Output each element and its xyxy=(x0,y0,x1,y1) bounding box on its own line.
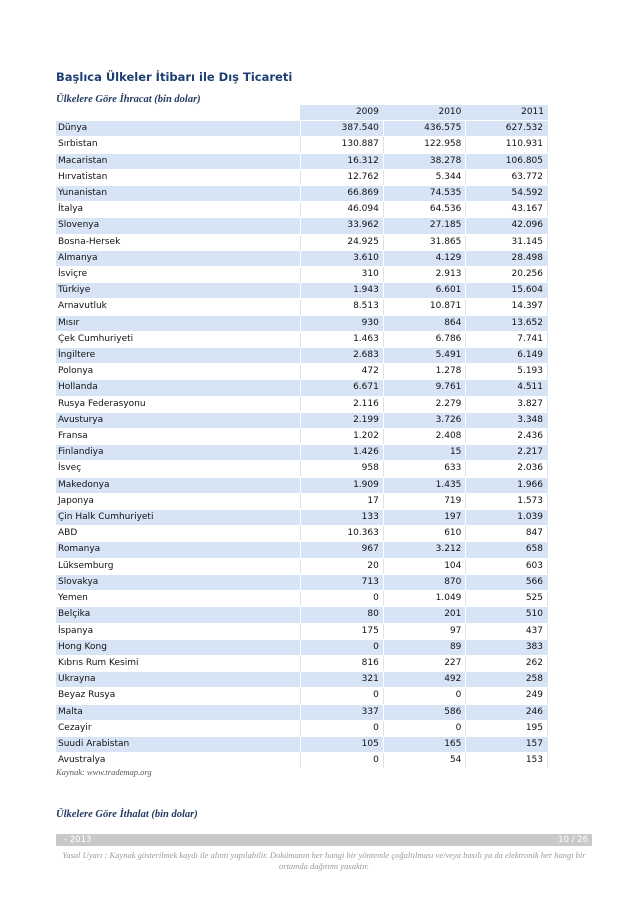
value-cell-2009: 80 xyxy=(300,607,383,622)
export-section-title: Ülkelere Göre İhracat (bin dolar) xyxy=(56,94,201,105)
country-cell: Makedonya xyxy=(56,478,300,493)
value-cell-2010: 122.958 xyxy=(383,137,466,152)
export-table-body xyxy=(56,121,548,768)
value-cell-2011: 1.573 xyxy=(465,494,548,509)
value-cell-2009: 12.762 xyxy=(300,170,383,185)
country-cell: Rusya Federasyonu xyxy=(56,397,300,412)
value-cell-2010: 719 xyxy=(383,494,466,509)
value-cell-2011: 28.498 xyxy=(465,251,548,266)
country-cell: İngiltere xyxy=(56,348,300,363)
value-cell-2010: 6.786 xyxy=(383,332,466,347)
table-row xyxy=(56,478,548,493)
country-cell: Ukrayna xyxy=(56,672,300,687)
country-cell: Kıbrıs Rum Kesimi xyxy=(56,656,300,671)
value-cell-2009: 0 xyxy=(300,640,383,655)
value-cell-2010: 870 xyxy=(383,575,466,590)
export-table xyxy=(56,104,548,769)
country-cell: Finlandiya xyxy=(56,445,300,460)
value-cell-2011: 6.149 xyxy=(465,348,548,363)
table-row xyxy=(56,591,548,606)
value-cell-2010: 0 xyxy=(383,721,466,736)
value-cell-2009: 2.199 xyxy=(300,413,383,428)
value-cell-2009: 310 xyxy=(300,267,383,282)
country-cell: İspanya xyxy=(56,624,300,639)
header-blank-cell xyxy=(56,105,300,120)
country-cell: Türkiye xyxy=(56,283,300,298)
table-row xyxy=(56,461,548,476)
value-cell-2009: 387.540 xyxy=(300,121,383,136)
value-cell-2010: 197 xyxy=(383,510,466,525)
table-header-row xyxy=(56,105,548,120)
value-cell-2009: 2.116 xyxy=(300,397,383,412)
table-row xyxy=(56,332,548,347)
value-cell-2010: 227 xyxy=(383,656,466,671)
country-cell: Slovakya xyxy=(56,575,300,590)
value-cell-2010: 4.129 xyxy=(383,251,466,266)
value-cell-2010: 6.601 xyxy=(383,283,466,298)
value-cell-2010: 0 xyxy=(383,688,466,703)
country-cell: Hollanda xyxy=(56,380,300,395)
value-cell-2010: 54 xyxy=(383,753,466,768)
value-cell-2010: 74.535 xyxy=(383,186,466,201)
value-cell-2011: 658 xyxy=(465,542,548,557)
country-cell: Malta xyxy=(56,705,300,720)
country-cell: Sırbistan xyxy=(56,137,300,152)
legal-disclaimer: Yasal Uyarı : Kaynak gösterilmek kaydı ile alıntı yapılabilir. Dokümanın her hangi bir yöntemle çoğaltılması ve/veya basılı ya da elektronik her hangi bir ortamda dağıtımı yasaktır. xyxy=(62,850,586,871)
table-row xyxy=(56,688,548,703)
table-row xyxy=(56,251,548,266)
value-cell-2009: 1.463 xyxy=(300,332,383,347)
table-row xyxy=(56,316,548,331)
table-row xyxy=(56,186,548,201)
value-cell-2009: 17 xyxy=(300,494,383,509)
value-cell-2011: 15.604 xyxy=(465,283,548,298)
table-row xyxy=(56,218,548,233)
value-cell-2011: 110.931 xyxy=(465,137,548,152)
table-row xyxy=(56,413,548,428)
country-cell: Belçika xyxy=(56,607,300,622)
table-row xyxy=(56,283,548,298)
value-cell-2010: 436.575 xyxy=(383,121,466,136)
value-cell-2011: 525 xyxy=(465,591,548,606)
table-row xyxy=(56,170,548,185)
country-cell: İsviçre xyxy=(56,267,300,282)
value-cell-2010: 2.408 xyxy=(383,429,466,444)
column-header-2011: 2011 xyxy=(465,105,548,120)
country-cell: Hırvatistan xyxy=(56,170,300,185)
country-cell: Macaristan xyxy=(56,154,300,169)
value-cell-2011: 43.167 xyxy=(465,202,548,217)
value-cell-2010: 586 xyxy=(383,705,466,720)
value-cell-2010: 165 xyxy=(383,737,466,752)
table-row xyxy=(56,721,548,736)
table-row xyxy=(56,397,548,412)
country-cell: Romanya xyxy=(56,542,300,557)
value-cell-2009: 2.683 xyxy=(300,348,383,363)
value-cell-2009: 175 xyxy=(300,624,383,639)
country-cell: Yunanistan xyxy=(56,186,300,201)
value-cell-2010: 104 xyxy=(383,559,466,574)
value-cell-2010: 610 xyxy=(383,526,466,541)
country-cell: Beyaz Rusya xyxy=(56,688,300,703)
value-cell-2011: 54.592 xyxy=(465,186,548,201)
value-cell-2011: 2.036 xyxy=(465,461,548,476)
column-header-2009: 2009 xyxy=(300,105,383,120)
value-cell-2009: 6.671 xyxy=(300,380,383,395)
table-row xyxy=(56,494,548,509)
value-cell-2009: 105 xyxy=(300,737,383,752)
value-cell-2009: 930 xyxy=(300,316,383,331)
table-row xyxy=(56,510,548,525)
value-cell-2009: 130.887 xyxy=(300,137,383,152)
country-cell: İsveç xyxy=(56,461,300,476)
value-cell-2010: 15 xyxy=(383,445,466,460)
footer-year: - 2013 xyxy=(64,835,92,845)
value-cell-2009: 24.925 xyxy=(300,235,383,250)
country-cell: Cezayir xyxy=(56,721,300,736)
value-cell-2009: 337 xyxy=(300,705,383,720)
value-cell-2011: 246 xyxy=(465,705,548,720)
value-cell-2011: 566 xyxy=(465,575,548,590)
value-cell-2010: 97 xyxy=(383,624,466,639)
country-cell: Japonya xyxy=(56,494,300,509)
table-row xyxy=(56,154,548,169)
table-row xyxy=(56,267,548,282)
value-cell-2009: 713 xyxy=(300,575,383,590)
value-cell-2011: 5.193 xyxy=(465,364,548,379)
value-cell-2009: 0 xyxy=(300,688,383,703)
value-cell-2009: 46.094 xyxy=(300,202,383,217)
value-cell-2009: 8.513 xyxy=(300,299,383,314)
country-cell: Almanya xyxy=(56,251,300,266)
table-row xyxy=(56,348,548,363)
country-cell: Çek Cumhuriyeti xyxy=(56,332,300,347)
country-cell: Arnavutluk xyxy=(56,299,300,314)
value-cell-2011: 195 xyxy=(465,721,548,736)
value-cell-2009: 0 xyxy=(300,753,383,768)
country-cell: Suudi Arabistan xyxy=(56,737,300,752)
value-cell-2011: 262 xyxy=(465,656,548,671)
country-cell: Mısır xyxy=(56,316,300,331)
value-cell-2010: 1.049 xyxy=(383,591,466,606)
country-cell: Polonya xyxy=(56,364,300,379)
country-cell: Hong Kong xyxy=(56,640,300,655)
table-row xyxy=(56,624,548,639)
value-cell-2011: 3.348 xyxy=(465,413,548,428)
value-cell-2010: 5.344 xyxy=(383,170,466,185)
table-row xyxy=(56,202,548,217)
country-cell: Bosna-Hersek xyxy=(56,235,300,250)
value-cell-2011: 1.966 xyxy=(465,478,548,493)
table-row xyxy=(56,607,548,622)
value-cell-2011: 13.652 xyxy=(465,316,548,331)
value-cell-2009: 66.869 xyxy=(300,186,383,201)
table-row xyxy=(56,705,548,720)
value-cell-2010: 1.435 xyxy=(383,478,466,493)
value-cell-2010: 2.913 xyxy=(383,267,466,282)
table-row xyxy=(56,542,548,557)
value-cell-2010: 10.871 xyxy=(383,299,466,314)
value-cell-2010: 633 xyxy=(383,461,466,476)
value-cell-2009: 0 xyxy=(300,591,383,606)
value-cell-2009: 16.312 xyxy=(300,154,383,169)
value-cell-2009: 1.909 xyxy=(300,478,383,493)
value-cell-2011: 3.827 xyxy=(465,397,548,412)
table-row xyxy=(56,526,548,541)
table-row xyxy=(56,137,548,152)
value-cell-2010: 5.491 xyxy=(383,348,466,363)
value-cell-2011: 157 xyxy=(465,737,548,752)
value-cell-2011: 4.511 xyxy=(465,380,548,395)
value-cell-2009: 33.962 xyxy=(300,218,383,233)
value-cell-2011: 7.741 xyxy=(465,332,548,347)
value-cell-2011: 42.096 xyxy=(465,218,548,233)
value-cell-2011: 603 xyxy=(465,559,548,574)
value-cell-2010: 3.212 xyxy=(383,542,466,557)
value-cell-2011: 14.397 xyxy=(465,299,548,314)
country-cell: Avusturya xyxy=(56,413,300,428)
value-cell-2011: 106.805 xyxy=(465,154,548,169)
value-cell-2010: 9.761 xyxy=(383,380,466,395)
value-cell-2009: 1.426 xyxy=(300,445,383,460)
value-cell-2010: 201 xyxy=(383,607,466,622)
value-cell-2009: 20 xyxy=(300,559,383,574)
value-cell-2009: 10.363 xyxy=(300,526,383,541)
footer-bar xyxy=(56,834,592,846)
value-cell-2011: 153 xyxy=(465,753,548,768)
country-cell: Slovenya xyxy=(56,218,300,233)
value-cell-2010: 38.278 xyxy=(383,154,466,169)
country-cell: Çin Halk Cumhuriyeti xyxy=(56,510,300,525)
value-cell-2009: 1.202 xyxy=(300,429,383,444)
table-row xyxy=(56,380,548,395)
value-cell-2011: 258 xyxy=(465,672,548,687)
value-cell-2011: 249 xyxy=(465,688,548,703)
value-cell-2009: 3.610 xyxy=(300,251,383,266)
value-cell-2010: 89 xyxy=(383,640,466,655)
value-cell-2009: 0 xyxy=(300,721,383,736)
table-row xyxy=(56,737,548,752)
table-row xyxy=(56,559,548,574)
country-cell: ABD xyxy=(56,526,300,541)
page-title: Başlıca Ülkeler İtibarı ile Dış Ticareti xyxy=(56,70,293,84)
value-cell-2011: 627.532 xyxy=(465,121,548,136)
value-cell-2011: 383 xyxy=(465,640,548,655)
table-row xyxy=(56,656,548,671)
table-row xyxy=(56,235,548,250)
value-cell-2011: 847 xyxy=(465,526,548,541)
import-section-title: Ülkelere Göre İthalat (bin dolar) xyxy=(56,809,198,820)
value-cell-2011: 1.039 xyxy=(465,510,548,525)
value-cell-2011: 63.772 xyxy=(465,170,548,185)
value-cell-2010: 1.278 xyxy=(383,364,466,379)
country-cell: Dünya xyxy=(56,121,300,136)
value-cell-2011: 510 xyxy=(465,607,548,622)
value-cell-2009: 958 xyxy=(300,461,383,476)
value-cell-2011: 2.217 xyxy=(465,445,548,460)
value-cell-2009: 472 xyxy=(300,364,383,379)
value-cell-2011: 2.436 xyxy=(465,429,548,444)
value-cell-2009: 321 xyxy=(300,672,383,687)
value-cell-2010: 27.185 xyxy=(383,218,466,233)
value-cell-2010: 64.536 xyxy=(383,202,466,217)
country-cell: Avustralya xyxy=(56,753,300,768)
table-row xyxy=(56,429,548,444)
table-row xyxy=(56,121,548,136)
country-cell: Fransa xyxy=(56,429,300,444)
value-cell-2010: 492 xyxy=(383,672,466,687)
value-cell-2010: 31.865 xyxy=(383,235,466,250)
value-cell-2009: 816 xyxy=(300,656,383,671)
country-cell: İtalya xyxy=(56,202,300,217)
value-cell-2009: 1.943 xyxy=(300,283,383,298)
table-row xyxy=(56,640,548,655)
source-note: Kaynak: www.trademap.org xyxy=(56,767,152,777)
value-cell-2010: 3.726 xyxy=(383,413,466,428)
value-cell-2009: 967 xyxy=(300,542,383,557)
table-row xyxy=(56,672,548,687)
value-cell-2010: 864 xyxy=(383,316,466,331)
value-cell-2009: 133 xyxy=(300,510,383,525)
value-cell-2011: 31.145 xyxy=(465,235,548,250)
value-cell-2011: 20.256 xyxy=(465,267,548,282)
column-header-2010: 2010 xyxy=(383,105,466,120)
page-number: 10 / 26 xyxy=(558,835,588,845)
table-row xyxy=(56,445,548,460)
table-row xyxy=(56,575,548,590)
country-cell: Lüksemburg xyxy=(56,559,300,574)
value-cell-2011: 437 xyxy=(465,624,548,639)
country-cell: Yemen xyxy=(56,591,300,606)
table-row xyxy=(56,364,548,379)
table-row xyxy=(56,299,548,314)
value-cell-2010: 2.279 xyxy=(383,397,466,412)
